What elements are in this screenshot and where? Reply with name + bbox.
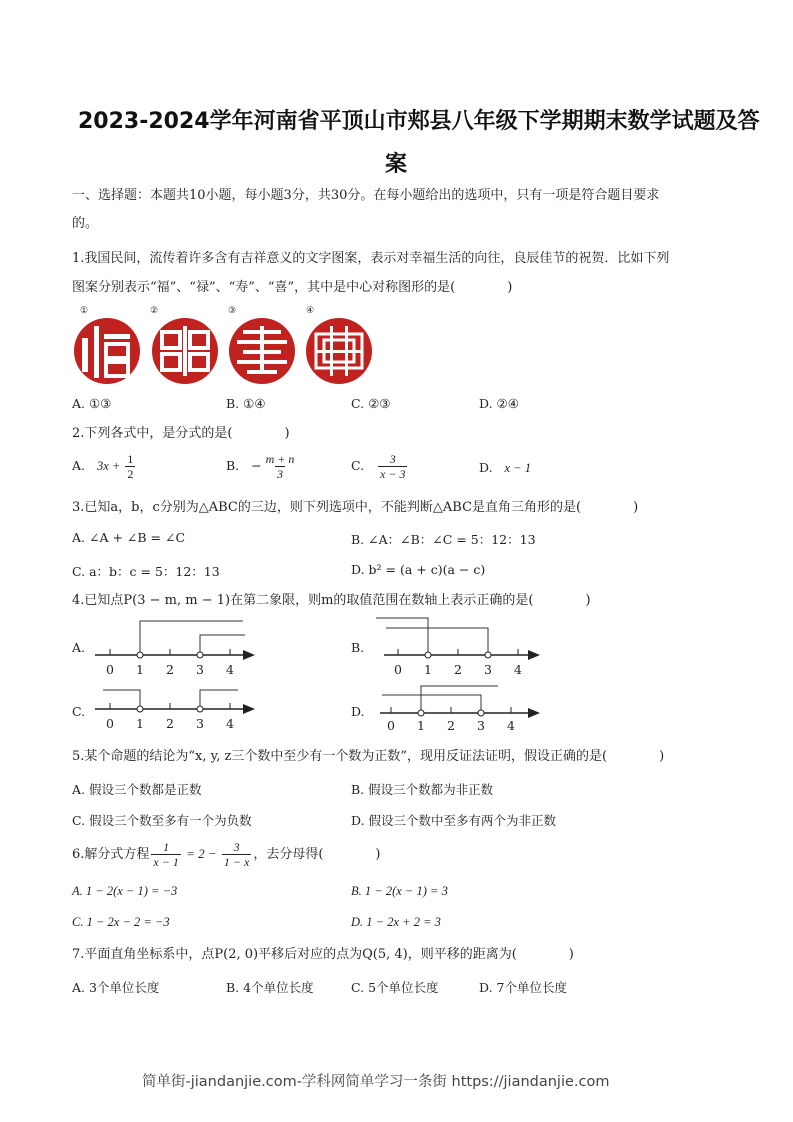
- lu-seal-icon: [152, 318, 218, 384]
- tick-label: 2: [166, 662, 174, 677]
- q6-stem-middle: = 2 −: [182, 846, 220, 861]
- tick-label: 4: [514, 662, 522, 677]
- q1-stem-line1: 1.我国民间，流传着许多含有吉祥意义的文字图案，表示对幸福生活的向往，良辰佳节的祝贺．比如下列: [72, 251, 670, 266]
- q2-option-d-expr: x − 1: [504, 461, 531, 475]
- q2-option-b-fraction: [264, 452, 297, 481]
- q6-stem: [72, 840, 380, 869]
- tick-label: 4: [507, 718, 515, 733]
- fraction-denominator: x − 3: [380, 467, 406, 481]
- section-instructions-line2: 的。: [72, 216, 99, 231]
- fraction-numerator: 3: [389, 452, 396, 466]
- tick-label: 4: [226, 662, 234, 677]
- q7-option-b: B. 4个单位长度: [226, 980, 314, 995]
- q6-option-d: D. 1 − 2x + 2 = 3: [351, 915, 441, 929]
- q7-option-c: C. 5个单位长度: [351, 980, 439, 995]
- tick-label: 1: [424, 662, 432, 677]
- q4-option-c-label: C.: [72, 704, 86, 719]
- q7-option-a: A. 3个单位长度: [72, 980, 160, 995]
- q4-option-a-number-line: [95, 615, 265, 680]
- q4-stem: 4.已知点P(3 − m, m − 1)在第二象限，则m的取值范围在数轴上表示正确的是( ): [72, 593, 591, 608]
- q2-option-c: [351, 452, 409, 481]
- document-title-line2: 案: [385, 152, 408, 177]
- q6-option-a: A. 1 − 2(x − 1) = −3: [72, 884, 178, 898]
- q5-option-c: C. 假设三个数至多有一个为负数: [72, 813, 252, 828]
- q2-option-c-label: C.: [351, 458, 365, 473]
- q3-option-c: C. a：b：c = 5：12：13: [72, 564, 220, 579]
- tick-label: 2: [447, 718, 455, 733]
- fraction-denominator: 1 − x: [223, 855, 250, 869]
- tick-label: 2: [454, 662, 462, 677]
- section-instructions-line1: 一、选择题：本题共10小题，每小题3分，共30分。在每小题给出的选项中，只有一项是符合题目要求: [72, 188, 660, 203]
- document-title-line1: 2023-2024学年河南省平顶山市郏县八年级下学期期末数学试题及答: [78, 109, 760, 134]
- fraction-numerator: m + n: [265, 452, 295, 466]
- tick-label: 3: [196, 716, 204, 731]
- q3-option-a: A. ∠A + ∠B = ∠C: [72, 530, 186, 545]
- fraction-denominator: 3: [276, 467, 283, 481]
- q3-option-d: D. b² = (a + c)(a − c): [351, 562, 486, 577]
- q2-option-a: [72, 452, 137, 481]
- q4-option-a-label: A.: [72, 640, 86, 655]
- q2-option-d-label: D.: [479, 460, 493, 475]
- tick-label: 1: [136, 662, 144, 677]
- q1-image-3-number: ③: [228, 306, 237, 316]
- tick-label: 2: [166, 716, 174, 731]
- tick-label: 3: [477, 718, 485, 733]
- q1-option-b: B. ①④: [226, 396, 266, 411]
- fraction-numerator: 1: [163, 840, 170, 854]
- q6-stem-prefix: 6.解分式方程: [72, 847, 150, 862]
- tick-label: 1: [417, 718, 425, 733]
- q1-option-a: A. ①③: [72, 396, 112, 411]
- fraction-numerator: 3: [233, 840, 240, 854]
- q5-option-b: B. 假设三个数都为非正数: [351, 782, 494, 797]
- q1-option-c: C. ②③: [351, 396, 391, 411]
- q3-option-b: B. ∠A：∠B：∠C = 5：12：13: [351, 532, 536, 547]
- shou-seal-icon: [229, 318, 295, 384]
- fraction-denominator: x − 1: [153, 855, 179, 869]
- q4-option-c-number-line: [95, 685, 265, 725]
- tick-label: 4: [226, 716, 234, 731]
- xi-seal-icon: [306, 318, 372, 384]
- tick-label: 1: [136, 716, 144, 731]
- q2-option-b: [226, 452, 298, 481]
- q6-option-b: B. 1 − 2(x − 1) = 3: [351, 884, 448, 898]
- fraction-numerator: 1: [127, 452, 134, 466]
- q2-option-a-fraction: [125, 452, 135, 481]
- tick-label: 0: [106, 716, 114, 731]
- q6-option-c: C. 1 − 2x − 2 = −3: [72, 915, 170, 929]
- q5-stem: 5.某个命题的结论为“x, y, z三个数中至少有一个数为正数”，现用反证法证明，假设正确的是( ): [72, 749, 665, 764]
- q5-option-d: D. 假设三个数中至多有两个为非正数: [351, 813, 557, 828]
- q6-fraction-1: [151, 840, 180, 869]
- q2-option-a-term: 3x +: [96, 459, 124, 473]
- q2-option-d: [479, 460, 531, 476]
- tick-label: 0: [394, 662, 402, 677]
- footer-watermark: 简单街-jiandanjie.com-学科网简单学习一条街 https://jiandanjie.com: [142, 1074, 610, 1090]
- q2-option-b-sign: −: [251, 458, 262, 473]
- fu-seal-icon: [74, 318, 140, 384]
- q1-image-4-number: ④: [306, 306, 315, 316]
- q2-option-b-label: B.: [226, 458, 240, 473]
- q5-option-a: A. 假设三个数都是正数: [72, 782, 202, 797]
- tick-label: 0: [387, 718, 395, 733]
- q2-option-c-fraction: [378, 452, 407, 481]
- q1-stem-line2: 图案分别表示“福”、“禄”、“寿”、“喜”，其中是中心对称图形的是( ): [72, 280, 513, 295]
- q7-option-d: D. 7个单位长度: [479, 980, 567, 995]
- q4-option-d-number-line: [370, 683, 550, 723]
- q2-option-a-label: A.: [72, 458, 86, 473]
- q4-option-b-label: B.: [351, 640, 365, 655]
- q4-option-d-label: D.: [351, 704, 365, 719]
- tick-label: 3: [196, 662, 204, 677]
- q6-fraction-2: [222, 840, 251, 869]
- fraction-denominator: 2: [127, 467, 134, 481]
- q2-stem: 2.下列各式中，是分式的是( ): [72, 426, 290, 441]
- q3-stem: 3.已知a，b，c分别为△ABC的三边，则下列选项中，不能判断△ABC是直角三角形的是( ): [72, 500, 639, 515]
- tick-label: 0: [106, 662, 114, 677]
- q1-image-1-number: ①: [80, 306, 89, 316]
- q1-image-2-number: ②: [150, 306, 159, 316]
- q1-option-d: D. ②④: [479, 396, 519, 411]
- q7-stem: 7.平面直角坐标系中，点P(2, 0)平移后对应的点为Q(5, 4)，则平移的距离为( ): [72, 947, 574, 962]
- q6-stem-suffix: ，去分母得( ): [253, 847, 381, 862]
- tick-label: 3: [484, 662, 492, 677]
